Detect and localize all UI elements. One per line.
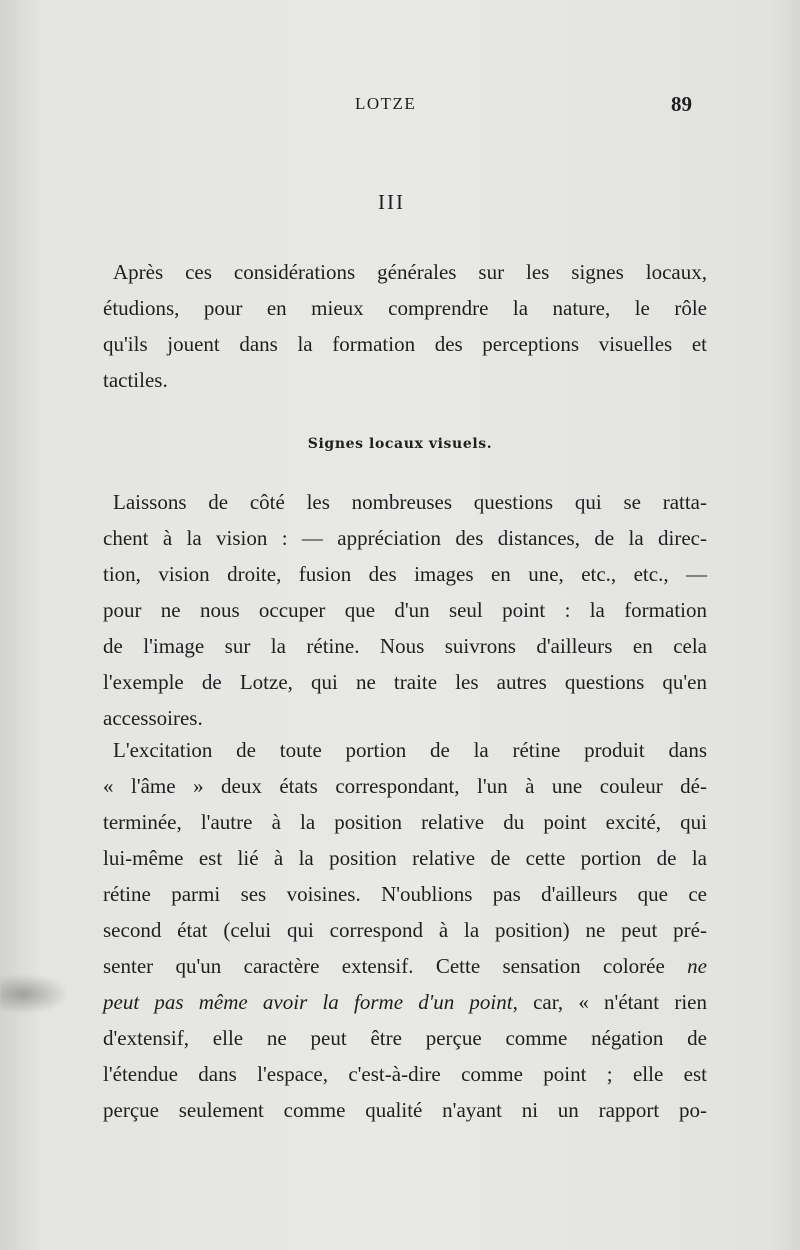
text-line: de l'image sur la rétine. Nous suivrons d'ailleurs en cela: [103, 634, 707, 658]
paragraph-excitation: [103, 732, 707, 1128]
text-line: Laissons de côté les nombreuses questions qui se ratta-: [113, 490, 707, 514]
text-line: accessoires.: [103, 706, 203, 730]
italic-text: ne: [687, 954, 707, 978]
text-line: [103, 984, 707, 1020]
page-stain: [0, 975, 66, 1013]
paragraph-intro: [103, 254, 707, 398]
text-line: perçue seulement comme qualité n'ayant ni un rapport po-: [103, 1098, 707, 1122]
page-header: [0, 92, 800, 118]
text-line: l'exemple de Lotze, qui ne traite les autres questions qu'en: [103, 670, 707, 694]
text-line: chent à la vision : — appréciation des distances, de la direc-: [103, 526, 707, 550]
text-line: tactiles.: [103, 368, 168, 392]
text-line: tion, vision droite, fusion des images en une, etc., etc., —: [103, 562, 707, 586]
section-number: III: [378, 190, 405, 214]
running-title: LOTZE: [355, 94, 417, 113]
text-segment: senter qu'un caractère extensif. Cette sensation colorée: [103, 954, 665, 978]
text-line: pour ne nous occuper que d'un seul point : la formation: [103, 598, 707, 622]
text-line: « l'âme » deux états correspondant, l'un à une couleur dé-: [103, 774, 707, 798]
text-line: second état (celui qui correspond à la position) ne peut pré-: [103, 918, 707, 942]
text-line: étudions, pour en mieux comprendre la nature, le rôle: [103, 296, 707, 320]
text-line: [103, 948, 707, 984]
paragraph-laissons: [103, 484, 707, 736]
page-number: 89: [671, 92, 692, 116]
text-segment: , car, « n'étant rien: [512, 990, 707, 1014]
text-line: L'excitation de toute portion de la rétine produit dans: [113, 738, 707, 762]
text-line: l'étendue dans l'espace, c'est-à-dire comme point ; elle est: [103, 1062, 707, 1086]
text-line: d'extensif, elle ne peut être perçue comme négation de: [103, 1026, 707, 1050]
subheading: Signes locaux visuels.: [307, 436, 493, 452]
text-line: lui-même est lié à la position relative de cette portion de la: [103, 846, 707, 870]
text-line: terminée, l'autre à la position relative du point excité, qui: [103, 810, 707, 834]
text-line: Après ces considérations générales sur les signes locaux,: [113, 260, 707, 284]
italic-text: peut pas même avoir la forme d'un point: [103, 990, 513, 1014]
text-line: rétine parmi ses voisines. N'oublions pas d'ailleurs que ce: [103, 882, 707, 906]
text-line: qu'ils jouent dans la formation des perceptions visuelles et: [103, 332, 707, 356]
